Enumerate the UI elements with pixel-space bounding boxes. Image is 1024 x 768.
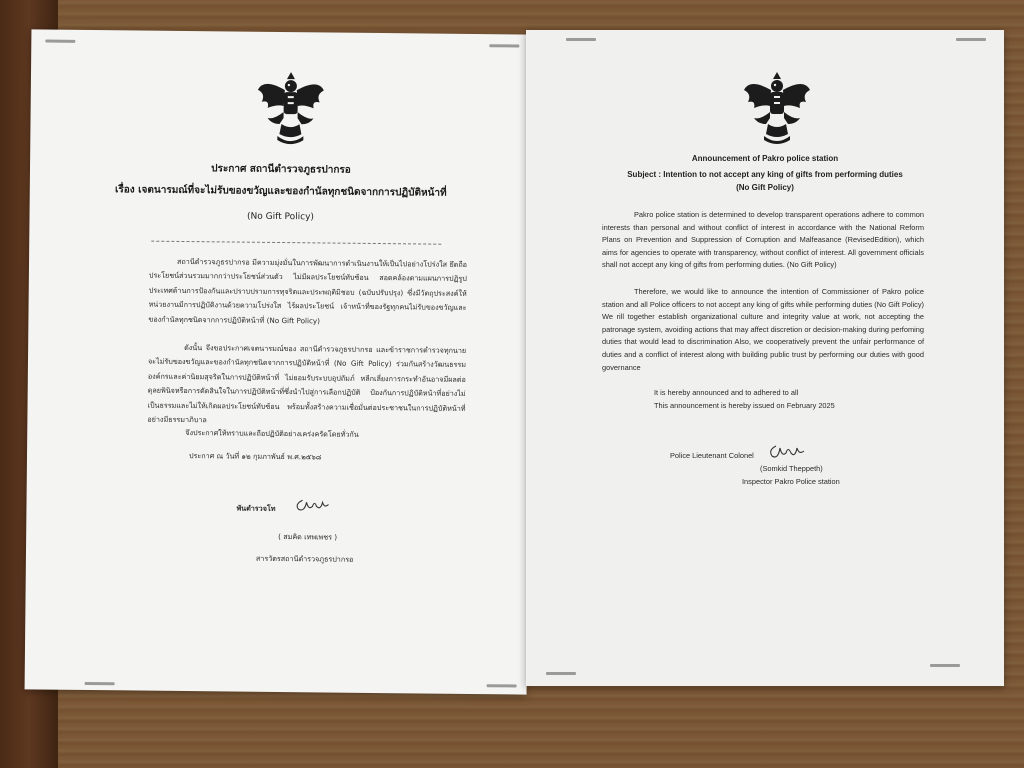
garuda-emblem-icon (253, 68, 328, 147)
english-title: Announcement of Pakro police station (691, 154, 839, 163)
english-rank: Police Lieutenant Colonel (670, 451, 754, 460)
staple (956, 38, 986, 41)
staple (566, 38, 596, 41)
english-paragraph-1: Pakro police station is determined to develop transparent operations adhere to common interests than personal and without conflict of interest in accordance with the National Reform Plans on Prevention and Suppression of Corruption and Malfeasance (RevisedEdition), which aims for agencies to operate with transparency, without conflict of interest. All government officials shall not accept any king of gifts from performing duties. (No Gift Policy) (602, 210, 924, 270)
thai-closing: จึงประกาศให้ทราบและถือปฏิบัติอย่างเคร่งครัดโดยทั่วกัน (185, 428, 359, 439)
english-notice-paper (526, 30, 1004, 686)
thai-paragraph-1: สถานีตำรวจภูธรปากรอ มีความมุ่งมั่นในการพัฒนาการดำเนินงานให้เป็นไปอย่างโปร่งใส ยึดถือประโยชน์ส่วนรวมมากกว่าประโยชน์ส่วนตัว ไม่มีผลประโยชน์ทับซ้อน สอดคล้องตามแผนการปฏิรูปประเทศด้านการป้องกันและปราบปรามการทุจริตและประพฤติมิชอบ (ฉบับปรับปรุง) ซึ่งมีวัตถุประสงค์ให้หน่วยงานมีการปฏิบัติงานด้วยความโปร่งใส ไร้ผลประโยชน์ เจ้าหน้าที่ของรัฐทุกคนไม่รับของขวัญและของกำนัลทุกชนิดจากการปฏิบัติหน้าที่ (No Gift Policy) (148, 256, 468, 326)
thai-rank: พันตำรวจโท (236, 503, 276, 513)
english-policy-label: (No Gift Policy) (736, 183, 794, 192)
english-position: Inspector Pakro Police station (742, 477, 840, 486)
signature-icon (766, 440, 806, 462)
staple (45, 40, 75, 43)
english-name: (Somkid Theppeth) (760, 464, 823, 473)
thai-position: สารวัตรสถานีตำรวจภูธรปากรอ (255, 553, 354, 564)
staple (546, 672, 576, 675)
thai-subject: เรื่อง เจตนารมณ์ที่จะไม่รับของขวัญและของกำนัลทุกชนิดจากการปฏิบัติหน้าที่ (114, 184, 447, 199)
staple (489, 44, 519, 47)
staple (487, 684, 517, 687)
thai-title: ประกาศ สถานีตำรวจภูธรปากรอ (211, 163, 351, 176)
thai-policy-label: (No Gift Policy) (247, 211, 315, 223)
thai-notice-paper (25, 29, 534, 694)
english-subject: Subject : Intention to not accept any king of gifts from performing duties (627, 170, 903, 179)
staple (930, 664, 960, 667)
thai-name: ( สมคิด เทพเพชร ) (278, 532, 338, 542)
english-closing-1: It is hereby announced and to adhered to all (654, 388, 799, 397)
divider (151, 241, 441, 245)
staple (85, 682, 115, 685)
garuda-emblem-icon (740, 68, 814, 146)
signature-icon (292, 494, 330, 514)
thai-date: ประกาศ ณ วันที่ ๑๒ กุมภาพันธ์ พ.ศ.๒๕๖๘ (188, 451, 322, 462)
english-closing-2: This announcement is hereby issued on February 2025 (654, 401, 835, 410)
english-paragraph-2: Therefore, we would like to announce the intention of Commissioner of Pakro police station and all Police officers to not accept any king of gifts while performing duties (No Gift Policy) We rill together establish organizational culture and integrity value at work, not accepting the patronage system, avoiding actions that may affect discretion or decision-making during perfoming duties that would lead to discrimination Also, we cooperatively prevent the unfair performance of duties and a conflict of interest along with building public trust by performing our duties with good governance (602, 287, 924, 372)
thai-paragraph-2: ดังนั้น จึงขอประกาศเจตนารมณ์ของ สถานีตำรวจภูธรปากรอ และข้าราชการตำรวจทุกนายจะไม่รับของขวัญและของกำนัลทุกชนิดจากการปฏิบัติหน้าที่ (No Gift Policy) ร่วมกันสร้างวัฒนธรรมองค์กรและค่านิยมสุจริตในการปฏิบัติหน้าที่ ไม่ยอมรับระบบอุปถัมภ์ หลีกเลี่ยงการกระทำอันอาจมีผลต่อดุลยพินิจหรือการตัดสินใจในการปฏิบัติหน้าที่ซึ่งนำไปสู่การเลือกปฏิบัติ ป้องกันการปฏิบัติหน้าที่อย่างไม่เป็นธรรมและไม่ให้เกิดผลประโยชน์ทับซ้อน พร้อมทั้งสร้างความเชื่อมั่นต่อประชาชนในการปฏิบัติหน้าที่ อย่างมีธรรมาภิบาล (147, 343, 467, 425)
